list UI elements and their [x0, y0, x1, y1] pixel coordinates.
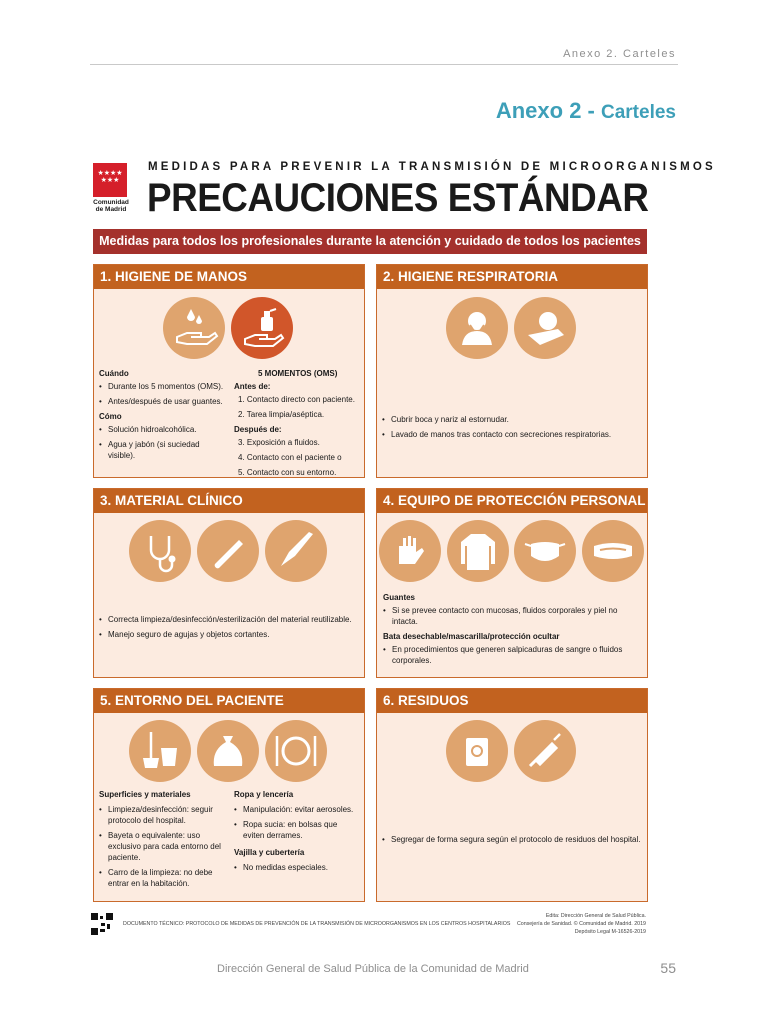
- gloves-icon: [379, 520, 441, 582]
- mask-icon: [514, 520, 576, 582]
- list-item: • Si se prevee contacto con mucosas, fluidos corporales y piel no intacta.: [383, 605, 641, 627]
- list-item: • Manipulación: evitar aerosoles.: [234, 804, 358, 815]
- qr-code-icon: [91, 913, 113, 935]
- hand-hygiene-when: Cuándo • Durante los 5 momentos (OMS). • Antes/después de usar guantes. Cómo • Solución hidroalcohólica. • Agua y jabón (si suciedad visible).: [99, 368, 227, 465]
- scalpel-icon: [265, 520, 327, 582]
- list-item: 4. Contacto con el paciente o: [238, 453, 342, 462]
- panel-respiratory-hygiene: [376, 264, 648, 478]
- laundry-bag-icon: [197, 720, 259, 782]
- header-note: Anexo 2. Carteles: [563, 48, 676, 60]
- waste-items: [382, 834, 642, 849]
- list-item: • Limpieza/desinfección: seguir protocolo del hospital.: [99, 804, 229, 826]
- list-item: • No medidas especiales.: [234, 862, 358, 873]
- panel-title: 2. HIGIENE RESPIRATORIA: [377, 265, 647, 289]
- list-item: • Segregar de forma segura según el protocolo de residuos del hospital.: [382, 834, 642, 845]
- list-item: • Cubrir boca y nariz al estornudar.: [382, 414, 642, 425]
- annex-title-sub: Carteles: [601, 102, 676, 123]
- page-footer: Dirección General de Salud Pública de la Comunidad de Madrid: [217, 963, 529, 975]
- sneeze-person-icon: [446, 297, 508, 359]
- list-item: • Ropa sucia: en bolsas que eviten derrames.: [234, 819, 358, 841]
- list-item: • Durante los 5 momentos (OMS).: [99, 381, 227, 392]
- list-item: 3. Exposición a fluidos.: [238, 438, 320, 447]
- thermometer-icon: [197, 520, 259, 582]
- hand-hygiene-moments: 5 MOMENTOS (OMS) Antes de: 1. Contacto directo con paciente. 2. Tarea limpia/aséptica. Después de: 3. Exposición a fluidos. 4. Contacto con el paciente o 5. Contacto con su entorno.: [234, 368, 360, 482]
- ppe-items: Guantes • Si se prevee contacto con mucosas, fluidos corporales y piel no intacta. Bata desechable/mascarilla/protección ocultar • En procedimientos que generen salpicaduras de sangre o fluidos corporales.: [383, 592, 641, 670]
- cover-mouth-elbow-icon: [514, 297, 576, 359]
- list-item: • Lavado de manos tras contacto con secreciones respiratorias.: [382, 429, 642, 440]
- panel-title: 1. HIGIENE DE MANOS: [94, 265, 364, 289]
- biohazard-bin-icon: [446, 720, 508, 782]
- hand-sanitizer-icon: [231, 297, 293, 359]
- stethoscope-icon: [129, 520, 191, 582]
- logo-stars-icon: ★★★★ ★★★: [97, 170, 123, 184]
- panel-waste: [376, 688, 648, 902]
- poster-subtitle: MEDIDAS PARA PREVENIR LA TRANSMISIÓN DE MICROORGANISMOS: [148, 161, 716, 173]
- clinical-material-items: [99, 614, 359, 644]
- list-item: • Bayeta o equivalente: uso exclusivo para cada entorno del paciente.: [99, 830, 229, 863]
- list-item: • Manejo seguro de agujas y objetos cortantes.: [99, 629, 359, 640]
- broom-bucket-icon: [129, 720, 191, 782]
- list-item: • Correcta limpieza/desinfección/esterilización del material reutilizable.: [99, 614, 359, 625]
- page-number: 55: [660, 960, 676, 976]
- list-item: • Antes/después de usar guantes.: [99, 396, 227, 407]
- list-item: • En procedimientos que generen salpicaduras de sangre o fluidos corporales.: [383, 644, 641, 666]
- gown-icon: [447, 520, 509, 582]
- panel-title: 4. EQUIPO DE PROTECCIÓN PERSONAL: [377, 489, 647, 513]
- list-item: • Carro de la limpieza: no debe entrar en la habitación.: [99, 867, 229, 889]
- annex-title-main: Anexo 2 -: [495, 98, 595, 123]
- respiratory-items: [382, 414, 642, 444]
- panel-clinical-material: [93, 488, 365, 678]
- hand-drop-icon: [163, 297, 225, 359]
- list-item: • Agua y jabón (si suciedad visible).: [99, 439, 227, 461]
- environment-surfaces: Superficies y materiales • Limpieza/desinfección: seguir protocolo del hospital. • Bayeta o equivalente: uso exclusivo para cada entorno del paciente. • Carro de la limpieza: no debe entrar en la habitación.: [99, 789, 229, 893]
- list-item: 2. Tarea limpia/aséptica.: [238, 410, 325, 419]
- list-item: 5. Contacto con su entorno.: [238, 468, 337, 477]
- logo-text: Comunidad de Madrid: [93, 199, 129, 213]
- list-item: • Solución hidroalcohólica.: [99, 424, 227, 435]
- poster-title: PRECAUCIONES ESTÁNDAR: [147, 176, 649, 220]
- panel-title: 5. ENTORNO DEL PACIENTE: [94, 689, 364, 713]
- footer-credits: Edita: Dirección General de Salud Pública. Consejería de Sanidad. © Comunidad de Madrid. 2019 Depósito Legal M-16526-2019: [516, 913, 646, 935]
- plate-cutlery-icon: [265, 720, 327, 782]
- list-item: 1. Contacto directo con paciente.: [238, 395, 355, 404]
- goggles-icon: [582, 520, 644, 582]
- syringe-icon: [514, 720, 576, 782]
- footer-document-title: DOCUMENTO TÉCNICO: PROTOCOLO DE MEDIDAS DE PREVENCIÓN DE LA TRANSMISIÓN DE MICROORGANISMOS EN LOS CENTROS HOSPITALARIOS: [123, 921, 511, 927]
- poster-banner: Medidas para todos los profesionales durante la atención y cuidado de todos los pacientes: [93, 229, 647, 254]
- annex-title: [496, 98, 676, 124]
- header-divider: [90, 64, 678, 65]
- panel-title: 6. RESIDUOS: [377, 689, 647, 713]
- environment-linen: Ropa y lencería • Manipulación: evitar aerosoles. • Ropa sucia: en bolsas que eviten derrames. Vajilla y cubertería • No medidas especiales.: [234, 789, 358, 877]
- panel-title: 3. MATERIAL CLÍNICO: [94, 489, 364, 513]
